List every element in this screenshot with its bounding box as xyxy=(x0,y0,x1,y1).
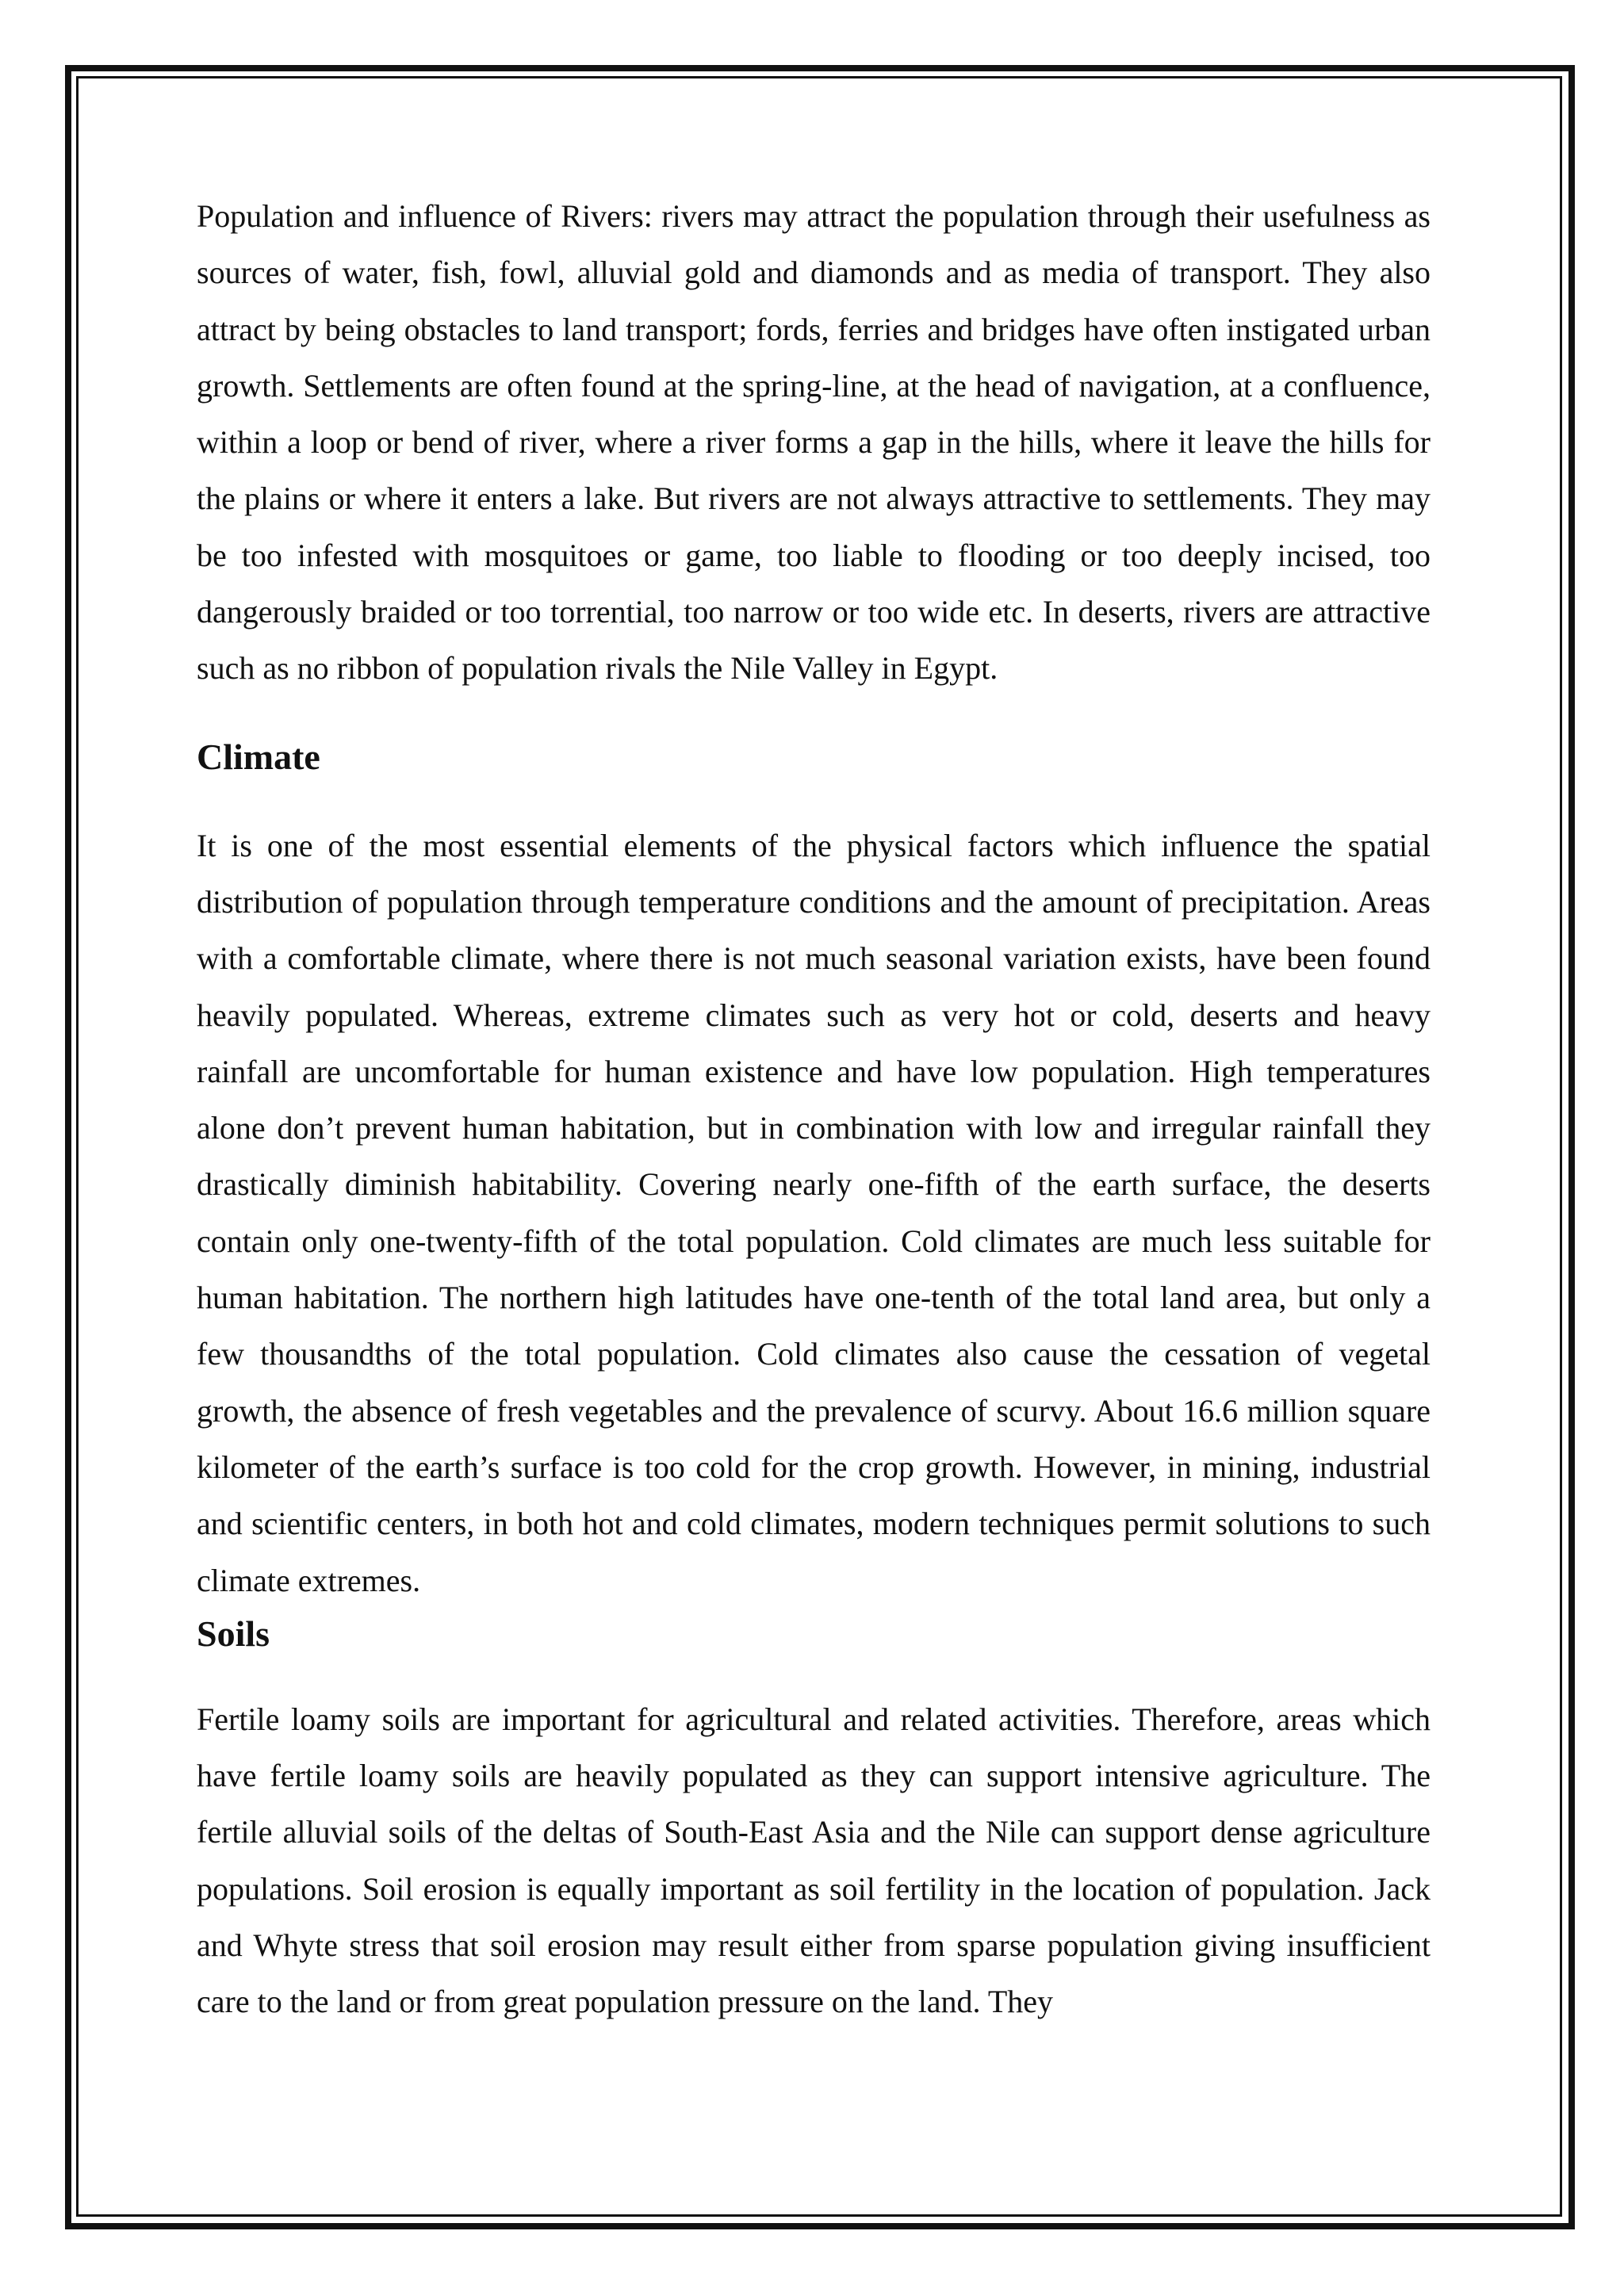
document-body xyxy=(197,188,1431,2030)
heading-climate: Climate xyxy=(197,736,320,777)
paragraph-soils: Fertile loamy soils are important for agricultural and related activities. Therefore, areas which have fertile loamy soils are heavily populated as they can support intensive agriculture. The fertile alluvial soils of the deltas of South-East Asia and the Nile can support dense agriculture populations. Soil erosion is equally important as soil fertility in the location of population. Jack and Whyte stress that soil erosion may result either from sparse population giving insufficient care to the land or from great population pressure on the land. They xyxy=(197,1701,1431,2020)
heading-soils: Soils xyxy=(197,1613,270,1654)
paragraph-rivers: Population and influence of Rivers: rivers may attract the population through their usefulness as sources of water, fish, fowl, alluvial gold and diamonds and as media of transport. They also attract by being obstacles to land transport; fords, ferries and bridges have often instigated urban growth. Settlements are often found at the spring-line, at the head of navigation, at a confluence, within a loop or bend of river, where a river forms a gap in the hills, where it leave the hills for the plains or where it enters a lake. But rivers are not always attractive to settlements. They may be too infested with mosquitoes or game, too liable to flooding or too deeply incised, too dangerously braided or too torrential, too narrow or too wide etc. In deserts, rivers are attractive such as no ribbon of population rivals the Nile Valley in Egypt. xyxy=(197,198,1431,687)
paragraph-climate: It is one of the most essential elements of the physical factors which influence the spatial distribution of population through temperature conditions and the amount of precipitation. Areas with a comfortable climate, where there is not much seasonal variation exists, have been found heavily populated. Whereas, extreme climates such as very hot or cold, deserts and heavy rainfall are uncomfortable for human existence and have low population. High temperatures alone don’t prevent human habitation, but in combination with low and irregular rainfall they drastically diminish habitability. Covering nearly one-fifth of the earth surface, the deserts contain only one-twenty-fifth of the total population. Cold climates are much less suitable for human habitation. The northern high latitudes have one-tenth of the total land area, but only a few thousandths of the total population. Cold climates also cause the cessation of vegetal growth, the absence of fresh vegetables and the prevalence of scurvy. About 16.6 million square kilometer of the earth’s surface is too cold for the crop growth. However, in mining, industrial and scientific centers, in both hot and cold climates, modern techniques permit solutions to such climate extremes. xyxy=(197,827,1431,1598)
